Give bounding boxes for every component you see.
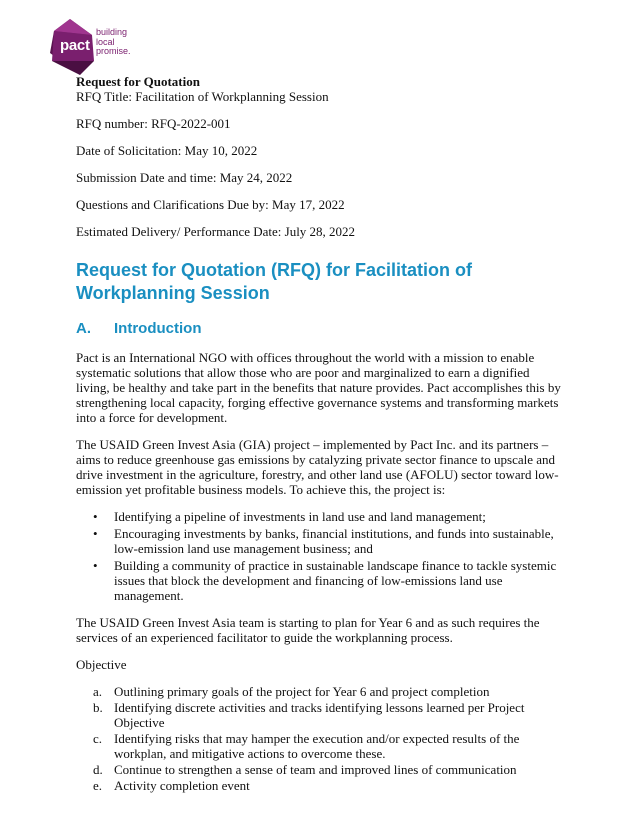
list-item [93, 731, 566, 761]
intro-paragraph-2: The USAID Green Invest Asia (GIA) project – implemented by Pact Inc. and its partners – aims to reduce greenhouse gas emissions by catalyzing private sector finance to upscale and drive investment in the agriculture, forestry, and other land use (AFOLU) sector toward low-emission yet profitable business models. To achieve this, the project is: [76, 437, 559, 497]
list-marker: c. [93, 731, 103, 746]
list-item [93, 762, 566, 777]
list-item-text: Activity completion event [114, 778, 250, 793]
list-item [93, 684, 566, 699]
intro-paragraph-1: Pact is an International NGO with offices throughout the world with a mission to enable systematic solutions that allow those who are poor and marginalized to earn a dignified living, be healthy and take part in the benefits that nature provides. Pact accomplishes this by strengthening local capacity, forging effective governance systems and transforming markets into a force for development. [76, 350, 561, 425]
list-item-text: Continue to strengthen a sense of team and improved lines of communication [114, 762, 517, 777]
list-item-text: Outlining primary goals of the project for Year 6 and project completion [114, 684, 490, 699]
list-marker: a. [93, 684, 103, 699]
list-item-text: Identifying risks that may hamper the execution and/or expected results of the workplan, and mitigative actions to overcome these. [114, 731, 520, 761]
logo-tagline-line-2: local [96, 36, 115, 47]
page-title: Request for Quotation (RFQ) for Facilitation of Workplanning Session [76, 260, 472, 303]
list-item: • Encouraging investments by banks, financial institutions, and funds into sustainable, low-emission land use management business; and [114, 526, 566, 556]
logo-tagline-line-3: promise. [96, 46, 131, 56]
logo-wordmark: pact [60, 37, 90, 54]
section-heading-introduction [76, 319, 566, 338]
list-marker: e. [93, 778, 103, 793]
document-type-title: Request for Quotation [76, 74, 200, 89]
submission-date: Submission Date and time: May 24, 2022 [76, 170, 293, 185]
section-title: Introduction [114, 320, 202, 337]
questions-due-date: Questions and Clarifications Due by: May 17, 2022 [76, 197, 345, 212]
solicitation-date: Date of Solicitation: May 10, 2022 [76, 143, 258, 158]
logo-tagline [96, 28, 156, 57]
pact-logo [50, 17, 160, 75]
list-marker: d. [93, 762, 103, 777]
rfq-number: RFQ number: RFQ-2022-001 [76, 116, 231, 131]
project-activities-list [76, 509, 566, 603]
intro-paragraph-3: The USAID Green Invest Asia team is starting to plan for Year 6 and as such requires the services of an experienced facilitator to guide the workplanning process. [76, 615, 540, 645]
document-body [76, 74, 566, 794]
rfq-title: RFQ Title: Facilitation of Workplanning Session [76, 89, 329, 104]
delivery-date: Estimated Delivery/ Performance Date: July 28, 2022 [76, 224, 356, 239]
objectives-list [76, 684, 566, 793]
section-number: A. [76, 320, 91, 337]
list-item-text: Identifying discrete activities and tracks identifying lessons learned per Project Objective [114, 700, 525, 730]
logo-tagline-line-1: building [96, 27, 128, 37]
list-marker: b. [93, 700, 103, 715]
list-item [93, 700, 566, 730]
list-item: • Building a community of practice in sustainable landscape finance to tackle systemic issues that block the development and financing of low-emissions land use management. [114, 558, 566, 603]
objective-label: Objective [76, 657, 127, 672]
list-item: • Identifying a pipeline of investments in land use and land management; [114, 509, 566, 524]
list-item [93, 778, 566, 793]
